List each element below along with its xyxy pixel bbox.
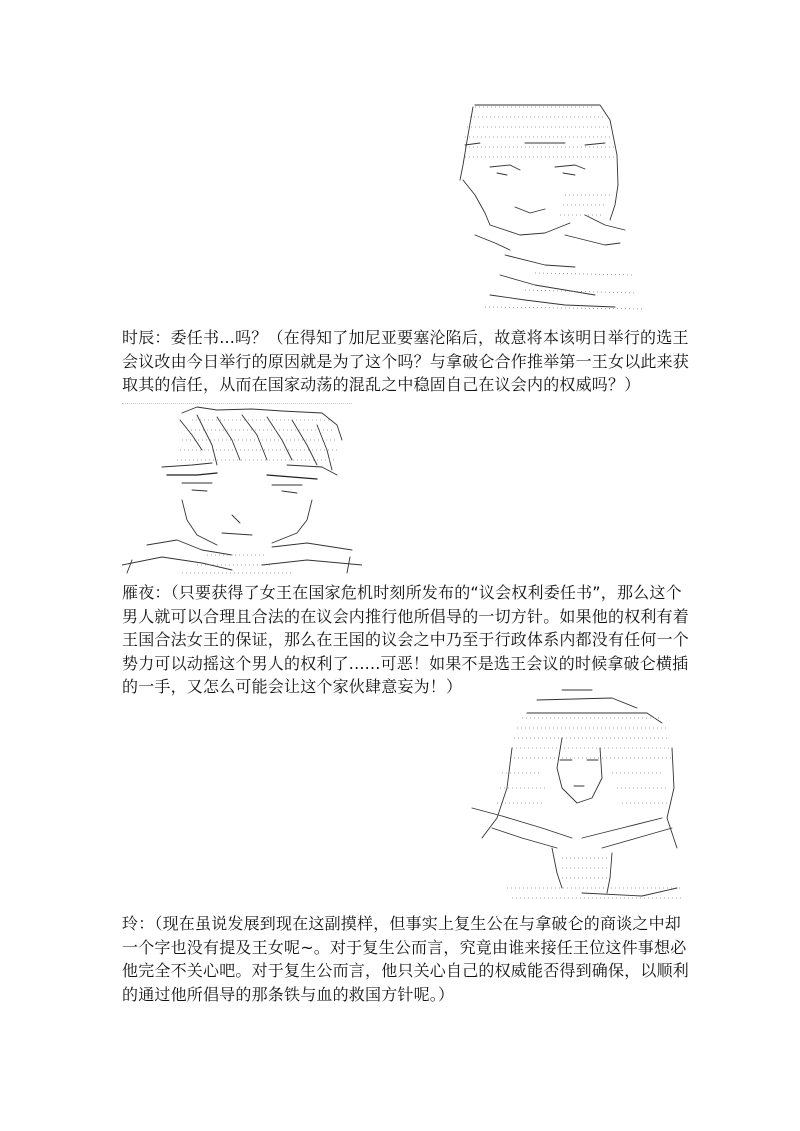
ascii-art-portrait-icon — [122, 405, 362, 575]
dialogue-text: 时辰：委任书...吗？（在得知了加尼亚要塞沦陷后，故意将本该明日举行的选王会议改由今日举行的原因就是为了这个吗？与拿破仑合作推举第一王女以此来获取其的信任，从而在国家动荡的混乱之中稳固自己在议会内的权威吗？） — [122, 328, 690, 394]
ling-ascii-art — [462, 688, 687, 908]
shichen-ascii-art — [435, 95, 660, 320]
dialogue-text: 雁夜：（只要获得了女王在国家危机时刻所发布的“议会权利委任书”，那么这个男人就可以合理且合法的在议会内推行他所倡导的一切方针。如果他的权利有着王国合法女王的保证，那么在王国的议会之中乃至于行政体系内都没有任何一个势力可以动摇这个男人的权利了......可恶！如果不是选王会议的时候拿破仑横插的一手，又怎么可能会让这个家伙肆意妄为！） — [122, 583, 690, 696]
yanye-ascii-art — [122, 405, 362, 575]
ascii-art-portrait-icon — [462, 688, 687, 908]
section-divider — [122, 403, 352, 404]
dialogue-shichen — [122, 326, 697, 397]
ascii-art-portrait-icon — [435, 95, 660, 320]
dialogue-yanye — [122, 581, 697, 699]
dialogue-ling — [122, 912, 697, 1006]
dialogue-text: 玲：（现在虽说发展到现在这副摸样，但事实上复生公在与拿破仑的商谈之中却一个字也没有提及王女呢~。对于复生公而言，究竟由谁来接任王位这件事想必他完全不关心吧。对于复生公而言，他只关心自己的权威能否得到确保，以顺利的通过他所倡导的那条铁与血的救国方针呢。） — [122, 914, 690, 1004]
